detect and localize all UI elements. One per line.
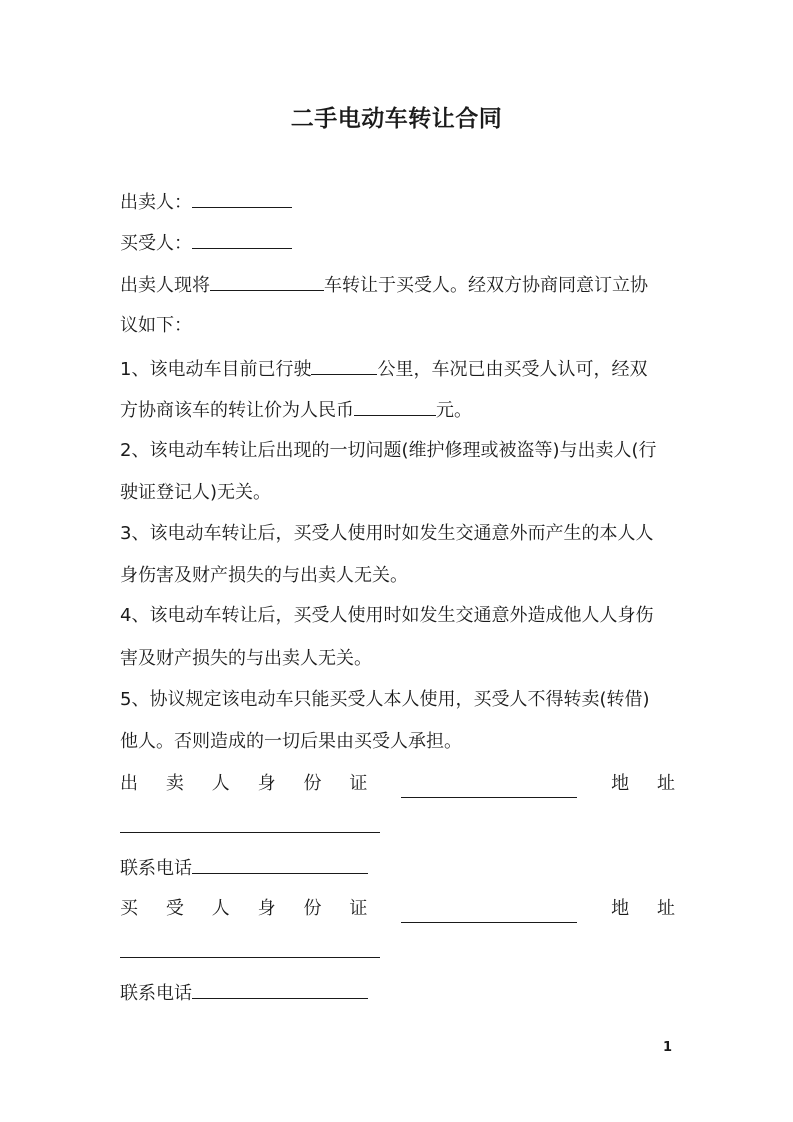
buyer-address-blank[interactable] bbox=[120, 937, 380, 958]
buyer-address-char: 址 bbox=[657, 898, 675, 919]
vehicle-blank[interactable] bbox=[210, 270, 324, 291]
seller-address-char: 址 bbox=[657, 773, 675, 794]
document-title: 二手电动车转让合同 bbox=[290, 106, 503, 132]
seller-id-blank[interactable] bbox=[401, 777, 577, 798]
intro-line-1 bbox=[120, 270, 675, 300]
clause-2-text-a: 2、该电动车转让后出现的一切问题(维护修理或被盗等)与出卖人(行 bbox=[120, 440, 657, 461]
clause-3-line-2 bbox=[120, 562, 675, 590]
clause-3-text-a: 3、该电动车转让后，买受人使用时如发生交通意外而产生的本人人 bbox=[120, 523, 654, 544]
seller-id-line bbox=[120, 770, 675, 798]
page-number: 1 bbox=[663, 1040, 673, 1055]
buyer-id-line bbox=[120, 895, 675, 923]
seller-id-char: 份 bbox=[303, 773, 322, 794]
clause-4-line-2 bbox=[120, 645, 675, 673]
buyer-phone-blank[interactable] bbox=[192, 978, 368, 999]
clause-1-line-2 bbox=[120, 395, 675, 425]
buyer-id-char: 受 bbox=[165, 898, 184, 919]
seller-phone-line bbox=[120, 853, 675, 883]
seller-phone-label: 联系电话 bbox=[120, 858, 192, 879]
clause-3-text-b: 身伤害及财产损失的与出卖人无关。 bbox=[120, 565, 408, 586]
clause-5-text-b: 他人。否则造成的一切后果由买受人承担。 bbox=[120, 731, 462, 752]
clause-2-line-2 bbox=[120, 479, 675, 507]
buyer-line bbox=[120, 228, 675, 258]
clause-2-line-1 bbox=[120, 437, 675, 465]
clause-4-text-b: 害及财产损失的与出卖人无关。 bbox=[120, 648, 372, 669]
clause-5-text-a: 5、协议规定该电动车只能买受人本人使用，买受人不得转卖(转借) bbox=[120, 689, 650, 710]
seller-id-char: 卖 bbox=[165, 773, 184, 794]
buyer-phone-line bbox=[120, 978, 675, 1008]
seller-address-line bbox=[120, 812, 675, 842]
seller-phone-blank[interactable] bbox=[192, 853, 368, 874]
clause-1-line-1 bbox=[120, 354, 675, 384]
clause-5-line-1 bbox=[120, 686, 675, 714]
buyer-id-blank[interactable] bbox=[401, 902, 577, 923]
seller-id-char: 证 bbox=[349, 773, 368, 794]
buyer-address-line bbox=[120, 937, 675, 967]
buyer-phone-label: 联系电话 bbox=[120, 983, 192, 1004]
seller-address-blank[interactable] bbox=[120, 812, 380, 833]
buyer-id-char: 人 bbox=[211, 898, 230, 919]
seller-address-char: 地 bbox=[611, 773, 630, 794]
seller-id-char: 人 bbox=[211, 773, 230, 794]
buyer-address-char: 地 bbox=[611, 898, 630, 919]
clause-1-text-c: 方协商该车的转让价为人民币 bbox=[120, 400, 354, 421]
clause-5-line-2 bbox=[120, 728, 675, 756]
buyer-id-char: 身 bbox=[257, 898, 276, 919]
seller-id-char: 出 bbox=[120, 773, 138, 794]
buyer-label: 买受人： bbox=[120, 233, 192, 254]
seller-line bbox=[120, 187, 675, 217]
buyer-id-char: 证 bbox=[349, 898, 368, 919]
seller-name-blank[interactable] bbox=[192, 187, 292, 208]
clause-1-text-b: 公里，车况已由买受人认可，经双 bbox=[377, 359, 648, 380]
buyer-name-blank[interactable] bbox=[192, 228, 292, 249]
seller-id-char: 身 bbox=[257, 773, 276, 794]
clause-3-line-1 bbox=[120, 520, 675, 548]
intro-text-b: 车转让于买受人。经双方协商同意订立协 bbox=[324, 275, 648, 296]
clause-1-text-d: 元。 bbox=[436, 400, 472, 421]
intro-text-c: 议如下： bbox=[120, 315, 192, 336]
intro-text-a: 出卖人现将 bbox=[120, 275, 210, 296]
clause-1-text-a: 1、该电动车目前已行驶 bbox=[120, 359, 312, 380]
seller-label: 出卖人： bbox=[120, 192, 192, 213]
price-blank[interactable] bbox=[354, 395, 436, 416]
clause-4-line-1 bbox=[120, 602, 675, 630]
buyer-id-char: 买 bbox=[120, 898, 138, 919]
intro-line-2 bbox=[120, 312, 675, 340]
clause-2-text-b: 驶证登记人)无关。 bbox=[120, 482, 272, 503]
clause-4-text-a: 4、该电动车转让后，买受人使用时如发生交通意外造成他人人身伤 bbox=[120, 605, 654, 626]
mileage-blank[interactable] bbox=[311, 354, 377, 375]
buyer-id-char: 份 bbox=[303, 898, 322, 919]
